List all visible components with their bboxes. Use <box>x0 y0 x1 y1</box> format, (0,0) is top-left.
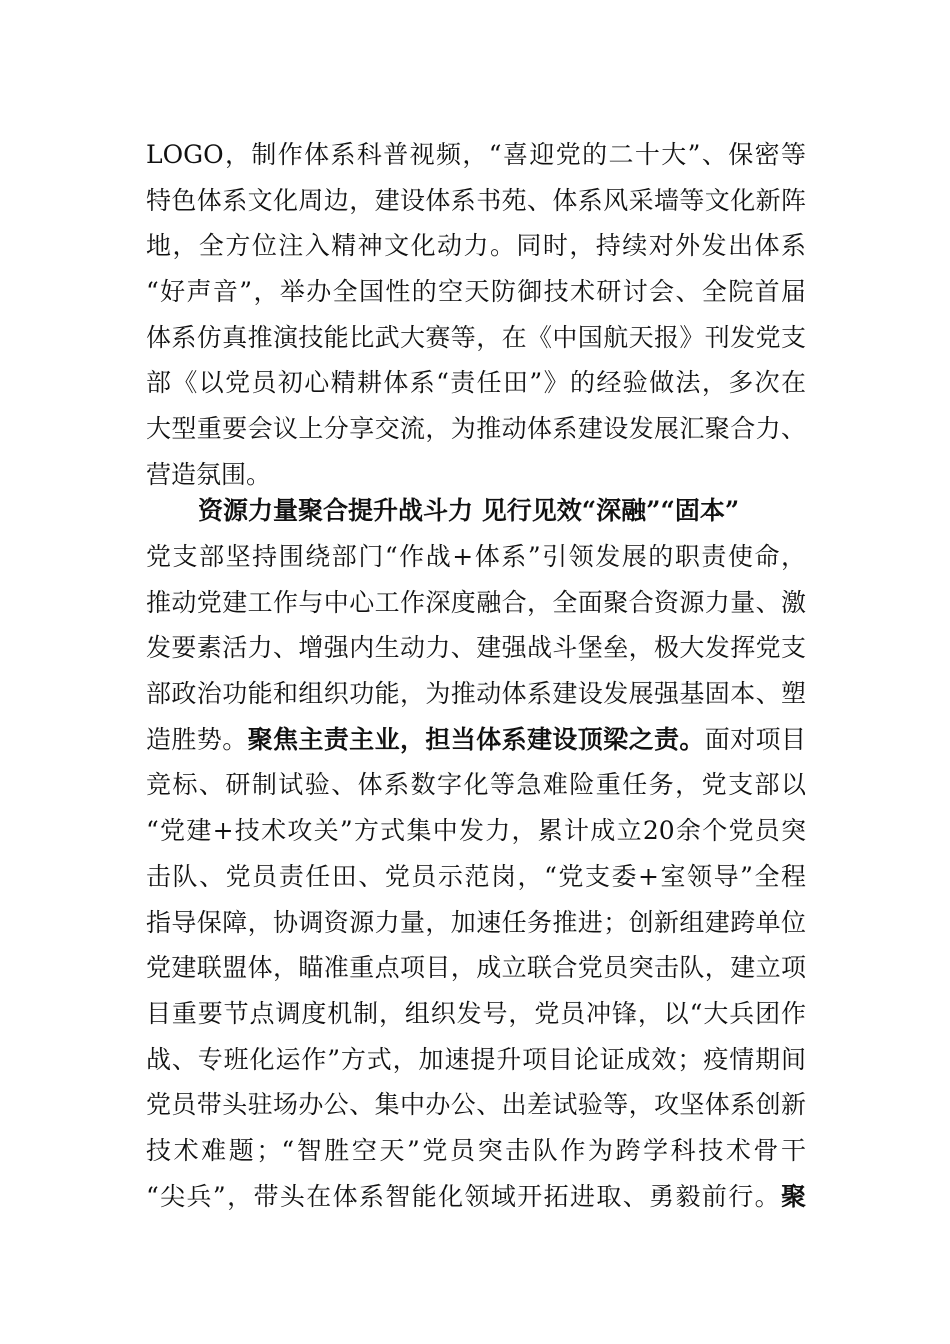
text-line: 体系仿真推演技能比武大赛等，在《中国航天报》刊发党支 <box>146 322 806 352</box>
bold-key-phrase: 聚焦主责主业，担当体系建设顶梁之责。 <box>247 724 705 754</box>
text-line: 击队、党员责任田、党员示范岗，“党支委+室领导”全程 <box>146 861 806 891</box>
paragraph-1 <box>146 132 806 498</box>
text-line: 营造氛围。 <box>146 459 272 489</box>
text-line: 部《以党员初心精耕体系“责任田”》的经验做法，多次在 <box>146 368 806 398</box>
section-heading-block <box>146 488 806 534</box>
text-line <box>146 717 806 763</box>
text-line: 大型重要会议上分享交流，为推动体系建设发展汇聚合力、 <box>146 414 806 444</box>
text-line: 部政治功能和组织功能，为推动体系建设发展强基固本、塑 <box>146 679 806 709</box>
text-line: 特色体系文化周边，建设体系书苑、体系风采墙等文化新阵 <box>146 185 806 215</box>
text-line: 战、专班化运作”方式，加速提升项目论证成效；疫情期间 <box>146 1044 806 1074</box>
text-line: LOGO，制作体系科普视频，“喜迎党的二十大”、保密等 <box>146 140 806 169</box>
text-line: 党建联盟体，瞄准重点项目，成立联合党员突击队，建立项 <box>146 953 806 983</box>
section-heading: 资源力量聚合提升战斗力 见行见效“深融”“固本” <box>198 496 740 525</box>
text-line: 竞标、研制试验、体系数字化等急难险重任务，党支部以 <box>146 770 806 800</box>
text-line: 党支部坚持围绕部门“作战+体系”引领发展的职责使命， <box>146 542 806 571</box>
text-line: 推动党建工作与中心工作深度融合，全面聚合资源力量、激 <box>146 587 806 617</box>
text-line <box>146 1174 806 1220</box>
text-line: “党建+技术攻关”方式集中发力，累计成立20余个党员突 <box>146 816 806 846</box>
text-run: 造胜势。 <box>146 724 248 754</box>
text-line: 目重要节点调度机制，组织发号，党员冲锋，以“大兵团作 <box>146 998 806 1028</box>
text-line: 发要素活力、增强内生动力、建强战斗堡垒，极大发挥党支 <box>146 633 806 663</box>
text-line: “好声音”，举办全国性的空天防御技术研讨会、全院首届 <box>146 277 806 307</box>
bold-key-phrase: 聚 <box>780 1181 806 1211</box>
text-run: 面对项目 <box>704 724 806 754</box>
text-run: “尖兵”，带头在体系智能化领域开拓进取、勇毅前行。 <box>146 1181 781 1211</box>
text-line: 党员带头驻场办公、集中办公、出差试验等，攻坚体系创新 <box>146 1090 806 1120</box>
text-line: 地，全方位注入精神文化动力。同时，持续对外发出体系 <box>146 231 806 261</box>
paragraph-2 <box>146 534 806 1219</box>
text-line: 技术难题；“智胜空天”党员突击队作为跨学科技术骨干 <box>146 1135 806 1165</box>
text-line: 指导保障，协调资源力量，加速任务推进；创新组建跨单位 <box>146 907 806 937</box>
